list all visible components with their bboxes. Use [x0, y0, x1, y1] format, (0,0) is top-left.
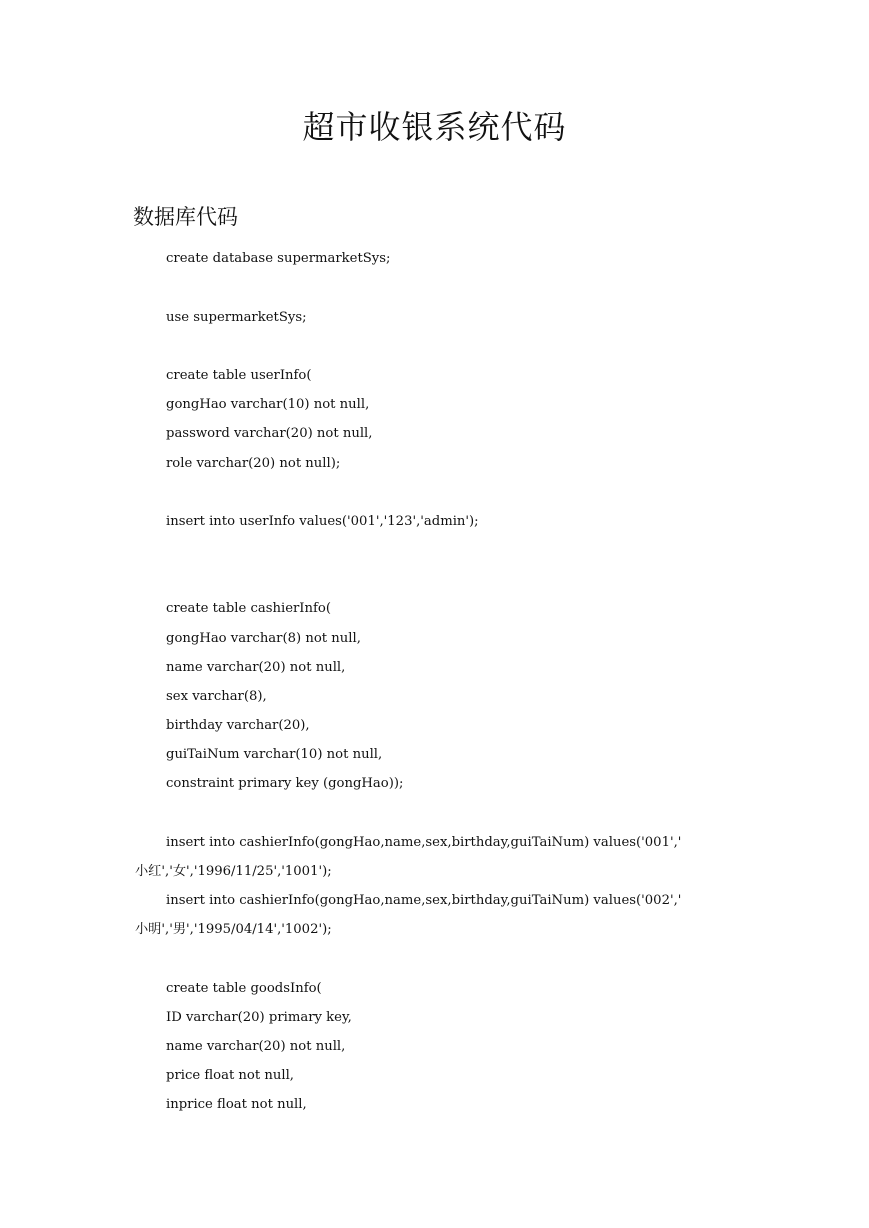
code-line: gongHao varchar(8) not null,	[166, 631, 361, 646]
code-line: use supermarketSys;	[166, 310, 307, 325]
code-line: create table cashierInfo(	[166, 601, 331, 616]
code-line: inprice float not null,	[166, 1097, 307, 1112]
code-line: gongHao varchar(10) not null,	[166, 397, 370, 412]
code-line: constraint primary key (gongHao));	[166, 776, 404, 791]
code-line: create table goodsInfo(	[166, 981, 322, 996]
code-line: price float not null,	[166, 1068, 294, 1083]
code-line: insert into cashierInfo(gongHao,name,sex,birthday,guiTaiNum) values('002','	[166, 893, 682, 908]
code-line: create database supermarketSys;	[166, 251, 391, 266]
code-line: name varchar(20) not null,	[166, 660, 346, 675]
code-line: name varchar(20) not null,	[166, 1039, 346, 1054]
code-line: insert into cashierInfo(gongHao,name,sex,birthday,guiTaiNum) values('001','	[166, 835, 682, 850]
code-line: role varchar(20) not null);	[166, 456, 341, 471]
document-title: 超市收银系统代码	[302, 108, 567, 146]
code-line: sex varchar(8),	[166, 689, 267, 704]
section-heading: 数据库代码	[133, 205, 238, 229]
code-line: ID varchar(20) primary key,	[166, 1010, 352, 1025]
code-line: insert into userInfo values('001','123','admin');	[166, 514, 479, 529]
code-line: password varchar(20) not null,	[166, 426, 373, 441]
code-line: create table userInfo(	[166, 368, 312, 383]
code-line: birthday varchar(20),	[166, 718, 310, 733]
code-line: 小明','男','1995/04/14','1002');	[135, 922, 332, 937]
code-line: 小红','女','1996/11/25','1001');	[135, 864, 332, 879]
code-line: guiTaiNum varchar(10) not null,	[166, 747, 383, 762]
